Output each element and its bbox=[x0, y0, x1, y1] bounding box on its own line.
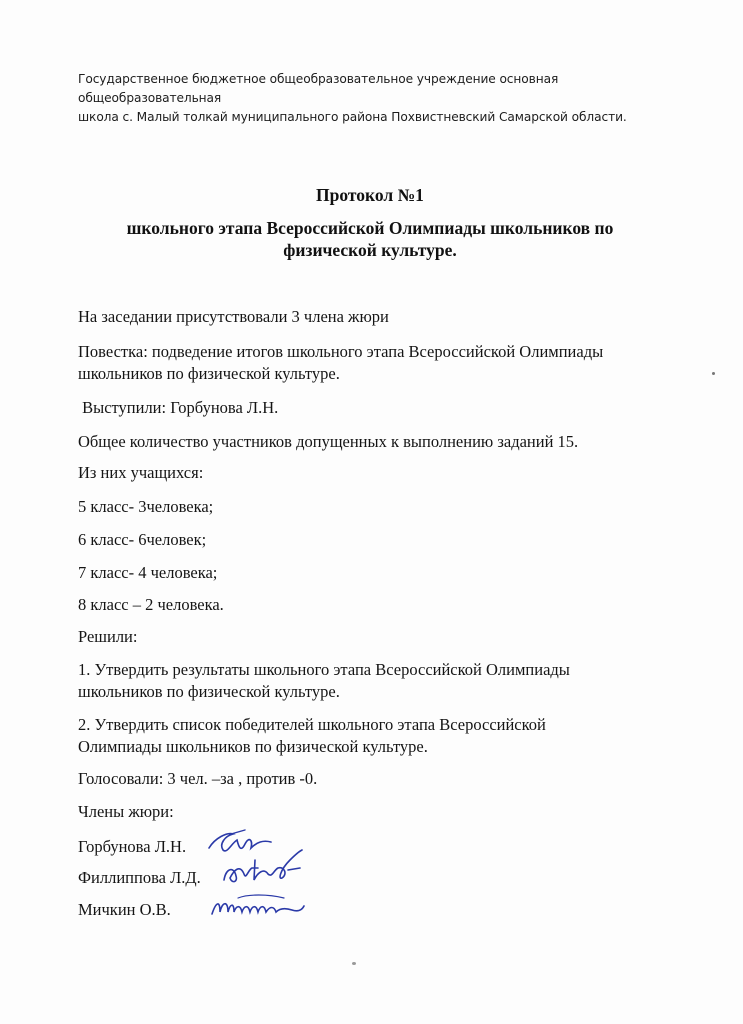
protocol-title: Протокол №1 bbox=[316, 185, 424, 205]
decision-1-line-1: 1. Утвердить результаты школьного этапа Всероссийской Олимпиады bbox=[78, 660, 570, 679]
signature-2 bbox=[218, 846, 308, 890]
agenda-line-2: школьников по физической культуре. bbox=[78, 364, 340, 383]
agenda bbox=[78, 341, 678, 385]
scan-speck bbox=[352, 962, 356, 965]
decided: Решили: bbox=[78, 627, 138, 646]
decision-2-line-2: Олимпиады школьников по физической культуре. bbox=[78, 737, 428, 756]
decision-2-line-1: 2. Утвердить список победителей школьного этапа Всероссийской bbox=[78, 715, 546, 734]
subtitle-line-1: школьного этапа Всероссийской Олимпиады школьников по bbox=[126, 218, 614, 238]
of-them: Из них учащихся: bbox=[78, 463, 204, 482]
decision-1-line-2: школьников по физической культуре. bbox=[78, 682, 340, 701]
voting-result: Голосовали: 3 чел. –за , против -0. bbox=[78, 769, 318, 788]
grade-6: 6 класс- 6человек; bbox=[78, 530, 207, 549]
jury-members-heading: Члены жюри: bbox=[78, 802, 174, 821]
decision-2 bbox=[78, 714, 678, 758]
participants-count: Общее количество участников допущенных к выполнению заданий 15. bbox=[78, 432, 579, 451]
signature-3 bbox=[208, 892, 308, 924]
signatory-name-2: Филлиппова Л.Д. bbox=[78, 868, 201, 887]
subtitle-line-2: физической культуре. bbox=[283, 240, 457, 260]
signatory-name-1: Горбунова Л.Н. bbox=[78, 837, 187, 856]
present-members: На заседании присутствовали 3 члена жюри bbox=[78, 307, 389, 326]
protocol-subtitle bbox=[60, 217, 680, 261]
institution-header bbox=[78, 70, 688, 127]
agenda-line-1: Повестка: подведение итогов школьного этапа Всероссийской Олимпиады bbox=[78, 342, 604, 361]
signatory-name-3: Мичкин О.В. bbox=[78, 900, 171, 919]
grade-8: 8 класс – 2 человека. bbox=[78, 595, 224, 614]
grade-5: 5 класс- 3человека; bbox=[78, 497, 214, 516]
speaker: Выступили: Горбунова Л.Н. bbox=[78, 398, 279, 417]
scan-speck bbox=[712, 372, 715, 375]
header-line-2: школа с. Малый толкай муниципального района Похвистневский Самарской области. bbox=[78, 110, 627, 124]
grade-7: 7 класс- 4 человека; bbox=[78, 563, 218, 582]
decision-1 bbox=[78, 659, 678, 703]
header-line-1: Государственное бюджетное общеобразовательное учреждение основная общеобразовательная bbox=[78, 72, 559, 105]
